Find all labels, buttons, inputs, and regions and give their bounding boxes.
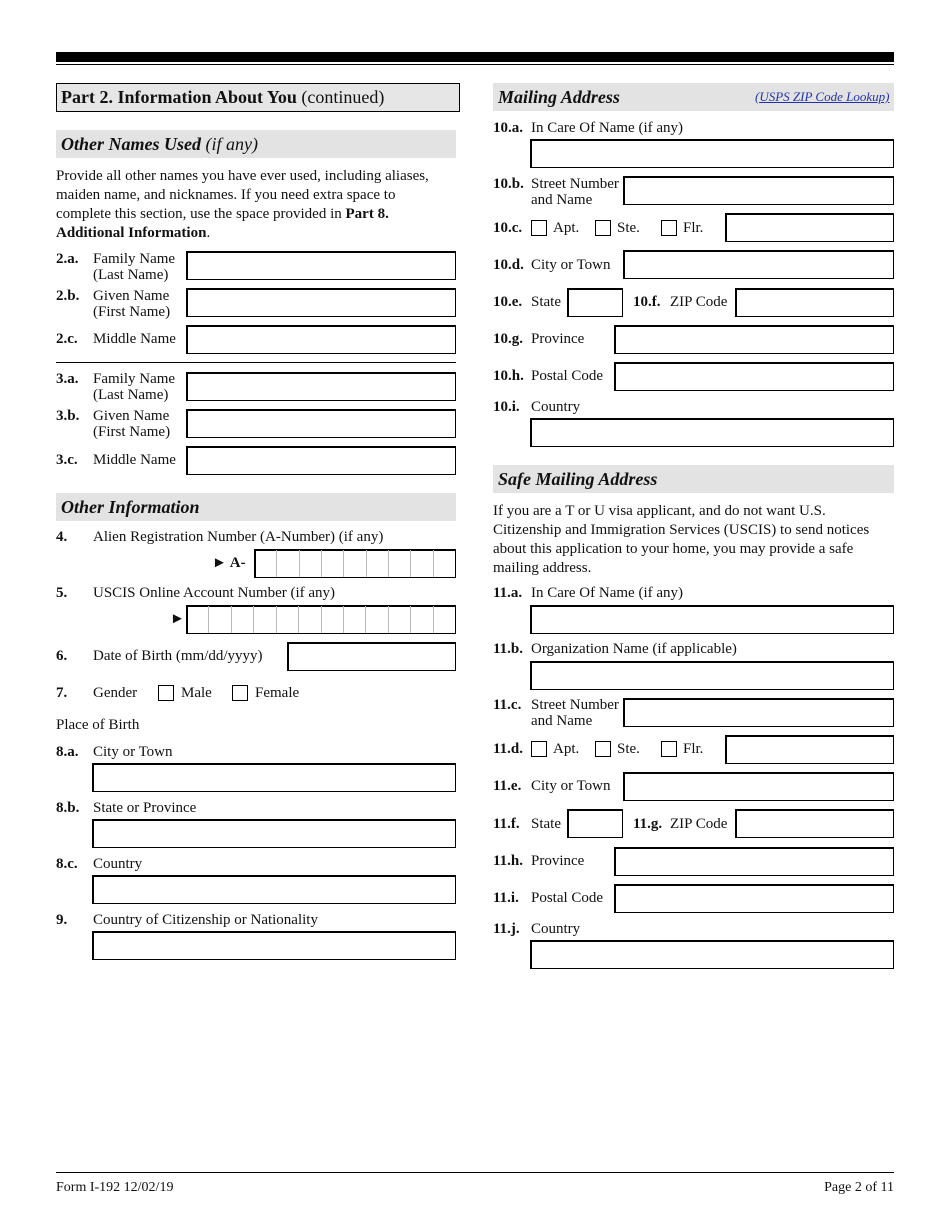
- q2b-num: 2.b.: [56, 288, 80, 304]
- mailing-apt-label: Apt.: [553, 220, 580, 236]
- q11d-num: 11.d.: [493, 741, 524, 757]
- q10h-label: Postal Code: [531, 368, 604, 384]
- safe-province-field[interactable]: [614, 847, 894, 876]
- section-other-information: Other Information: [56, 493, 456, 521]
- place-of-birth-label: Place of Birth: [56, 717, 140, 733]
- q3b-label: Given Name (First Name): [93, 408, 171, 440]
- gender-male-checkbox[interactable]: [158, 685, 174, 701]
- mailing-unit-number-field[interactable]: [725, 213, 894, 242]
- section-safe-mailing-address: Safe Mailing Address: [493, 465, 894, 493]
- safe-flr-label: Flr.: [683, 741, 704, 757]
- mailing-apt-checkbox[interactable]: [531, 220, 547, 236]
- q11b-label: Organization Name (if applicable): [531, 641, 737, 657]
- other-names-intro: Provide all other names you have ever used, including aliases, maiden name, and nicknames. If you need extra space to complete this section, use the space provided in Part 8. Additional Information.: [56, 168, 429, 241]
- q2b-label: Given Name (First Name): [93, 288, 171, 320]
- q10i-num: 10.i.: [493, 399, 520, 415]
- safe-unit-number-field[interactable]: [725, 735, 894, 764]
- q11i-label: Postal Code: [531, 890, 604, 906]
- mailing-flr-label: Flr.: [683, 220, 704, 236]
- q8c-num: 8.c.: [56, 856, 78, 872]
- mailing-zip-field[interactable]: [735, 288, 894, 317]
- mailing-street-field[interactable]: [623, 176, 894, 205]
- q2c-num: 2.c.: [56, 331, 78, 347]
- q10e-label: State: [531, 294, 561, 310]
- q3b-given-name-field[interactable]: [186, 409, 456, 438]
- safe-zip-field[interactable]: [735, 809, 894, 838]
- q4-num: 4.: [56, 529, 68, 545]
- gender-male-label: Male: [181, 685, 212, 701]
- q11i-num: 11.i.: [493, 890, 519, 906]
- mailing-city-field[interactable]: [623, 250, 894, 279]
- q6-label: Date of Birth (mm/dd/yyyy): [93, 648, 263, 664]
- q3c-label: Middle Name: [93, 452, 176, 468]
- page-number: Page 2 of 11: [824, 1180, 894, 1195]
- safe-flr-checkbox[interactable]: [661, 741, 677, 757]
- form-number: Form I-192 12/02/19: [56, 1180, 174, 1195]
- q11f-label: State: [531, 816, 561, 832]
- q11g-num: 11.g.: [633, 816, 663, 832]
- q3a-num: 3.a.: [56, 371, 79, 387]
- q11h-num: 11.h.: [493, 853, 524, 869]
- mailing-postal-code-field[interactable]: [614, 362, 894, 391]
- q5-label: USCIS Online Account Number (if any): [93, 585, 336, 601]
- q3a-family-name-field[interactable]: [186, 372, 456, 401]
- q10e-num: 10.e.: [493, 294, 523, 310]
- mailing-province-field[interactable]: [614, 325, 894, 354]
- q9-num: 9.: [56, 912, 68, 928]
- q10c-num: 10.c.: [493, 220, 523, 236]
- section-mailing-address: Mailing Address: [493, 83, 894, 111]
- section-other-names: Other Names Used (if any): [56, 130, 456, 158]
- safe-country-field[interactable]: [530, 940, 894, 969]
- divider: [56, 362, 456, 363]
- q10b-label: Street Number and Name: [531, 176, 619, 208]
- safe-organization-field[interactable]: [530, 661, 894, 690]
- q8a-label: City or Town: [93, 744, 173, 760]
- q8c-label: Country: [93, 856, 143, 872]
- mailing-state-field[interactable]: [567, 288, 623, 317]
- q4-label: Alien Registration Number (A-Number) (if any): [93, 529, 384, 545]
- safe-ste-label: Ste.: [617, 741, 640, 757]
- q11c-label: Street Number and Name: [531, 697, 619, 729]
- q8b-label: State or Province: [93, 800, 197, 816]
- q11e-label: City or Town: [531, 778, 611, 794]
- q2b-given-name-field[interactable]: [186, 288, 456, 317]
- usps-zip-lookup-link[interactable]: (USPS ZIP Code Lookup): [755, 89, 890, 104]
- a-number-field[interactable]: [254, 549, 456, 578]
- header-rule-thick: [56, 52, 894, 62]
- safe-apt-label: Apt.: [553, 741, 580, 757]
- q11j-num: 11.j.: [493, 921, 520, 937]
- q10g-label: Province: [531, 331, 585, 347]
- part-title: Part 2. Information About You (continued): [56, 83, 460, 112]
- safe-ste-checkbox[interactable]: [595, 741, 611, 757]
- q10a-num: 10.a.: [493, 120, 523, 136]
- q10a-label: In Care Of Name (if any): [531, 120, 684, 136]
- q3a-label: Family Name (Last Name): [93, 371, 176, 403]
- q10f-label: ZIP Code: [670, 294, 728, 310]
- q10h-num: 10.h.: [493, 368, 524, 384]
- q10f-num: 10.f.: [633, 294, 661, 310]
- mailing-flr-checkbox[interactable]: [661, 220, 677, 236]
- q10d-num: 10.d.: [493, 257, 524, 273]
- safe-city-field[interactable]: [623, 772, 894, 801]
- safe-state-field[interactable]: [567, 809, 623, 838]
- header-rule-thin: [56, 64, 894, 65]
- q10i-label: Country: [531, 399, 581, 415]
- q2a-label: Family Name (Last Name): [93, 251, 176, 283]
- q7-label: Gender: [93, 685, 138, 701]
- q3c-middle-name-field[interactable]: [186, 446, 456, 475]
- q9-label: Country of Citizenship or Nationality: [93, 912, 318, 928]
- q10b-num: 10.b.: [493, 176, 524, 192]
- q11a-num: 11.a.: [493, 585, 523, 601]
- q11c-num: 11.c.: [493, 697, 522, 713]
- safe-apt-checkbox[interactable]: [531, 741, 547, 757]
- q11h-label: Province: [531, 853, 585, 869]
- q11g-label: ZIP Code: [670, 816, 728, 832]
- q11e-num: 11.e.: [493, 778, 522, 794]
- mailing-ste-label: Ste.: [617, 220, 640, 236]
- mailing-ste-checkbox[interactable]: [595, 220, 611, 236]
- q8b-num: 8.b.: [56, 800, 80, 816]
- q11b-num: 11.b.: [493, 641, 524, 657]
- q6-num: 6.: [56, 648, 68, 664]
- footer-rule: [56, 1172, 894, 1173]
- q2c-label: Middle Name: [93, 331, 176, 347]
- q10d-label: City or Town: [531, 257, 611, 273]
- safe-care-of-field[interactable]: [530, 605, 894, 634]
- date-of-birth-field[interactable]: [287, 642, 456, 671]
- q11f-num: 11.f.: [493, 816, 520, 832]
- a-number-prefix: ► A-: [212, 555, 246, 571]
- birth-state-field[interactable]: [92, 819, 456, 848]
- mailing-care-of-field[interactable]: [530, 139, 894, 168]
- birth-city-field[interactable]: [92, 763, 456, 792]
- mailing-country-field[interactable]: [530, 418, 894, 447]
- q11j-label: Country: [531, 921, 581, 937]
- q3c-num: 3.c.: [56, 452, 78, 468]
- citizenship-field[interactable]: [92, 931, 456, 960]
- birth-country-field[interactable]: [92, 875, 456, 904]
- q2a-family-name-field[interactable]: [186, 251, 456, 280]
- q10g-num: 10.g.: [493, 331, 523, 347]
- q5-num: 5.: [56, 585, 68, 601]
- safe-mailing-intro: If you are a T or U visa applicant, and do not want U.S. Citizenship and Immigration Services (USCIS) to send notices about this application to your home, you may provide a safe mailing address.: [493, 503, 870, 576]
- q2c-middle-name-field[interactable]: [186, 325, 456, 354]
- q8a-num: 8.a.: [56, 744, 79, 760]
- q11a-label: In Care Of Name (if any): [531, 585, 684, 601]
- q3b-num: 3.b.: [56, 408, 80, 424]
- q2a-num: 2.a.: [56, 251, 79, 267]
- safe-street-field[interactable]: [623, 698, 894, 727]
- gender-female-label: Female: [255, 685, 300, 701]
- uscis-account-number-field[interactable]: [186, 605, 456, 634]
- safe-postal-code-field[interactable]: [614, 884, 894, 913]
- q7-num: 7.: [56, 685, 68, 701]
- gender-female-checkbox[interactable]: [232, 685, 248, 701]
- arrow-icon: ►: [170, 611, 185, 627]
